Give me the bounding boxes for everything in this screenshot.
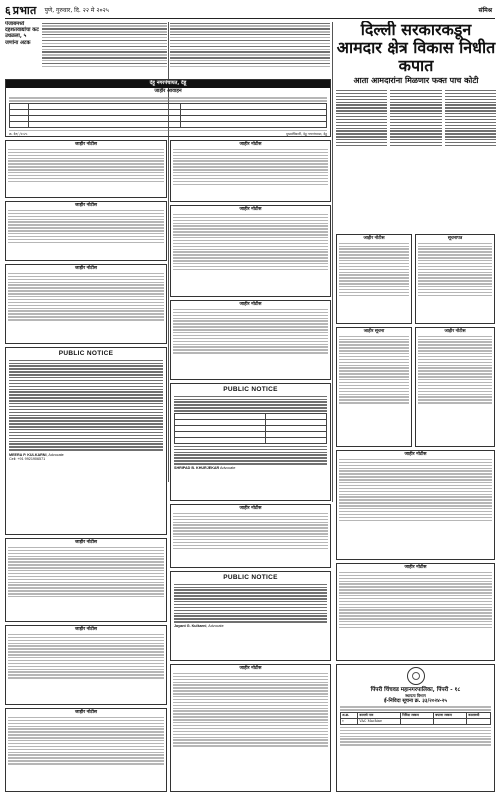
notice-heading: जाहीर नोटीस bbox=[74, 203, 98, 208]
lead-headline: दिल्ली सरकारकडून आमदार क्षेत्र विकास निधीत कपात bbox=[336, 21, 496, 75]
pcmc-seal-icon bbox=[407, 667, 425, 685]
pn-left-signer: MEERA P. KULKARNI bbox=[9, 452, 47, 457]
notice-heading: जाहीर नोटीस bbox=[239, 302, 262, 307]
notice-heading: जाहीर सूचना bbox=[363, 329, 385, 334]
notice-heading: जाहीर नोटीस bbox=[239, 666, 262, 671]
notice-heading: जाहीर नोटीस bbox=[239, 506, 262, 511]
th-amount: निविदा रक्कम bbox=[401, 713, 434, 719]
section-label: संमिश्र bbox=[478, 7, 492, 15]
notice-heading: जाहीर नोटीस bbox=[404, 452, 427, 457]
td-work: VAC Machine bbox=[358, 719, 401, 725]
jahir-suchana-right bbox=[336, 327, 412, 447]
notice-heading: जाहीर नोटीस bbox=[404, 565, 427, 570]
jahir-notice-center-2 bbox=[170, 205, 331, 297]
th-period: कालावधी bbox=[467, 713, 491, 719]
pn-left-phone: Cell: +91 9921906571 bbox=[9, 457, 46, 462]
jahir-notice-center-1 bbox=[170, 140, 331, 202]
notice-heading: जाहीर नोटीस bbox=[74, 540, 98, 545]
lead-subhead: आता आमदारांना मिळणार फक्त पाच कोटी bbox=[353, 76, 479, 85]
pcmc-table bbox=[340, 712, 491, 725]
notice-heading: जाहीर नोटीस bbox=[444, 329, 466, 334]
notice-heading: जाहीर नोटीस bbox=[363, 236, 385, 241]
th-deposit: बयाणा रक्कम bbox=[434, 713, 467, 719]
notice-title: जाहीर आवाहन bbox=[154, 87, 182, 94]
jahir-notice-right-3 bbox=[336, 450, 495, 560]
jahir-notice-center-3 bbox=[170, 300, 331, 380]
notice-heading: जाहीर नोटीस bbox=[239, 207, 262, 212]
public-notice-bottom: PUBLIC NOTICE Jayant G. Kulkarni, Advocate bbox=[170, 571, 331, 661]
pn-bottom-role: Advocate bbox=[208, 624, 224, 629]
jahir-notice-right-2 bbox=[415, 327, 495, 447]
story-continued bbox=[170, 21, 330, 76]
pn-center-signer: SHRIPAD B. KHURJEKAR bbox=[174, 466, 220, 471]
lead-story bbox=[336, 21, 496, 231]
sucha-patra-notice bbox=[415, 234, 495, 324]
jahir-notice-left-4 bbox=[5, 538, 167, 622]
newspaper-logo: प्रभात bbox=[12, 3, 37, 17]
page-number: ६ bbox=[5, 3, 11, 17]
public-notice-center bbox=[170, 383, 331, 501]
notice-heading: जाहीर नोटीस bbox=[74, 266, 98, 271]
masthead bbox=[5, 4, 495, 19]
jahir-notice-left-5 bbox=[5, 625, 167, 705]
member-table bbox=[174, 413, 327, 444]
th-srno: अ.क्र. bbox=[341, 713, 358, 719]
notice-heading: जाहीर नोटीस bbox=[74, 627, 98, 632]
pn-left-role: Advocate bbox=[48, 452, 64, 457]
jahir-notice-center-5 bbox=[170, 664, 331, 792]
notice-banner: देहू नगरपंचायत, देहू bbox=[6, 80, 330, 88]
pcmc-tender bbox=[336, 664, 495, 792]
jahir-notice-center-4 bbox=[170, 504, 331, 568]
jahir-notice-left-1 bbox=[5, 140, 167, 198]
td-srno: १ bbox=[341, 719, 358, 725]
punjab-story bbox=[5, 21, 39, 76]
story-headline: पंजाबमध्ये दहशतवाद्यांचा कट उधळला, ५ जणांना अटक bbox=[5, 21, 39, 46]
pn-bottom-signer: Jayant G. Kulkarni bbox=[174, 624, 207, 629]
notice-heading: सूचनापत्र bbox=[447, 236, 463, 241]
punjab-story-body bbox=[42, 21, 167, 76]
th-work: कामाचे नाव bbox=[358, 713, 401, 719]
issue-date: पुणे, गुरुवार, दि. २२ मे २०२५ bbox=[44, 7, 109, 15]
jahir-notice-right-4 bbox=[336, 563, 495, 661]
public-notice-left: PUBLIC NOTICE MEERA P. KULKARNI, Advocate Cell: +91 9921906571 bbox=[5, 347, 167, 535]
pcmc-tender-title: ई-निविदा सूचना क्र. ३३/२०२४-२५ bbox=[384, 698, 447, 705]
notice-ref: क्र. देन/ /२०२५ bbox=[9, 131, 28, 136]
pn-center-role: Advocate bbox=[220, 466, 236, 471]
notice-heading: जाहीर नोटीस bbox=[74, 710, 98, 715]
notice-heading: जाहीर नोटीस bbox=[239, 142, 262, 147]
notice-heading: जाहीर नोटीस bbox=[74, 142, 98, 147]
pn-bottom-title: PUBLIC NOTICE bbox=[223, 574, 278, 581]
dehu-table bbox=[9, 103, 327, 128]
dehu-notice bbox=[5, 79, 331, 137]
jahir-notice-right-1 bbox=[336, 234, 412, 324]
pcmc-name: पिंपरी चिंचवड महानगरपालिका, पिंपरी - १८ bbox=[370, 687, 461, 693]
jahir-notice-left-3 bbox=[5, 264, 167, 344]
jahir-notice-left-6 bbox=[5, 708, 167, 792]
jahir-notice-left-2 bbox=[5, 201, 167, 261]
pn-left-title: PUBLIC NOTICE bbox=[58, 350, 114, 357]
pcmc-sub: स्थापत्य विभाग bbox=[405, 692, 426, 698]
pn-center-title: PUBLIC NOTICE bbox=[223, 386, 278, 393]
notice-signer: मुख्याधिकारी, देहू नगरपंचायत, देहू bbox=[285, 131, 327, 136]
